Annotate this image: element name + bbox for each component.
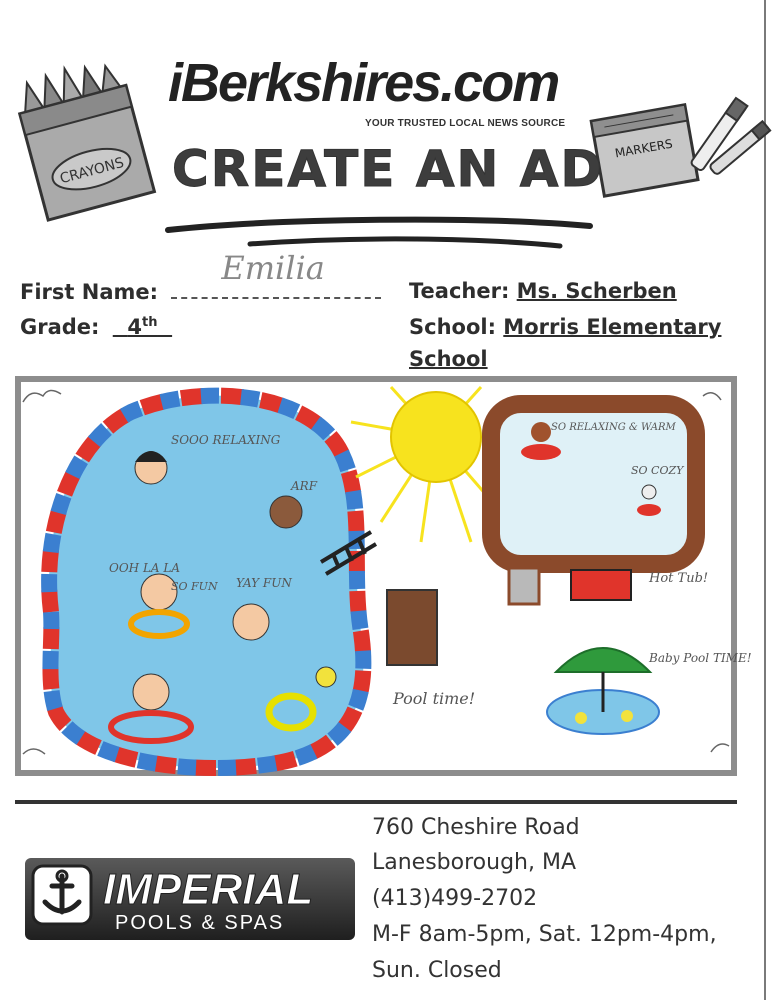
baby-pool (547, 648, 659, 734)
logo-sub-text: POOLS & SPAS (115, 912, 285, 934)
page-title: CREATE AN AD (172, 140, 604, 198)
cloud-icon (711, 744, 729, 752)
svg-text:SO RELAXING & WARM: SO RELAXING & WARM (551, 422, 676, 433)
grade-value: 4th (127, 315, 158, 339)
svg-text:MARKERS: MARKERS (613, 136, 674, 161)
first-name-line (171, 249, 381, 299)
svg-text:ARF: ARF (291, 479, 318, 493)
svg-text:CRAYONS: CRAYONS (58, 154, 126, 188)
first-name-value: Emilia (221, 249, 325, 287)
svg-text:Pool time!: Pool time! (393, 689, 476, 708)
svg-text:SO COZY: SO COZY (631, 464, 684, 477)
teacher-value: Ms. Scherben (516, 279, 677, 303)
first-name-label: First Name: (20, 280, 159, 304)
page-edge-line (764, 0, 766, 1000)
address-line-2: Lanesborough, MA (372, 850, 576, 875)
cloud-icon (23, 390, 61, 402)
drawing-frame (15, 376, 752, 776)
school-label: School: (409, 315, 496, 339)
svg-text:Hot Tub!: Hot Tub! (649, 571, 709, 586)
hours-line-2: Sun. Closed (372, 958, 502, 983)
section-divider (15, 800, 737, 804)
imperial-pools-logo (25, 858, 355, 940)
teacher-row (409, 279, 677, 303)
school-value-line1: Morris Elementary (503, 315, 722, 339)
svg-text:YAY FUN: YAY FUN (236, 576, 292, 590)
brand-logo-text: iBerkshires.com (168, 53, 559, 113)
hours-line-1: M-F 8am-5pm, Sat. 12pm-4pm, (372, 922, 717, 947)
brand-tagline: YOUR TRUSTED LOCAL NEWS SOURCE (365, 118, 566, 129)
svg-text:SO FUN: SO FUN (171, 580, 218, 593)
svg-text:Baby Pool TIME!: Baby Pool TIME! (649, 651, 752, 665)
child-drawing (21, 382, 752, 770)
svg-text:OOH LA LA: OOH LA LA (109, 561, 181, 575)
logo-main-text: IMPERIAL (103, 865, 314, 914)
phone-number: (413)499-2702 (372, 886, 538, 911)
grade-label: Grade: (20, 315, 100, 339)
school-row (409, 315, 721, 339)
first-name-row (20, 249, 381, 304)
grade-row (20, 315, 172, 339)
sign-board (387, 590, 437, 665)
markers-box-icon (588, 88, 748, 198)
cloud-icon (703, 393, 721, 400)
address-line-1: 760 Cheshire Road (372, 815, 580, 840)
crayons-box-icon (10, 60, 160, 230)
school-value-line2: School (409, 347, 488, 371)
sun-icon (351, 387, 501, 542)
cloud-icon (23, 749, 45, 754)
svg-text:SOOO RELAXING: SOOO RELAXING (171, 433, 281, 447)
teacher-label: Teacher: (409, 279, 510, 303)
